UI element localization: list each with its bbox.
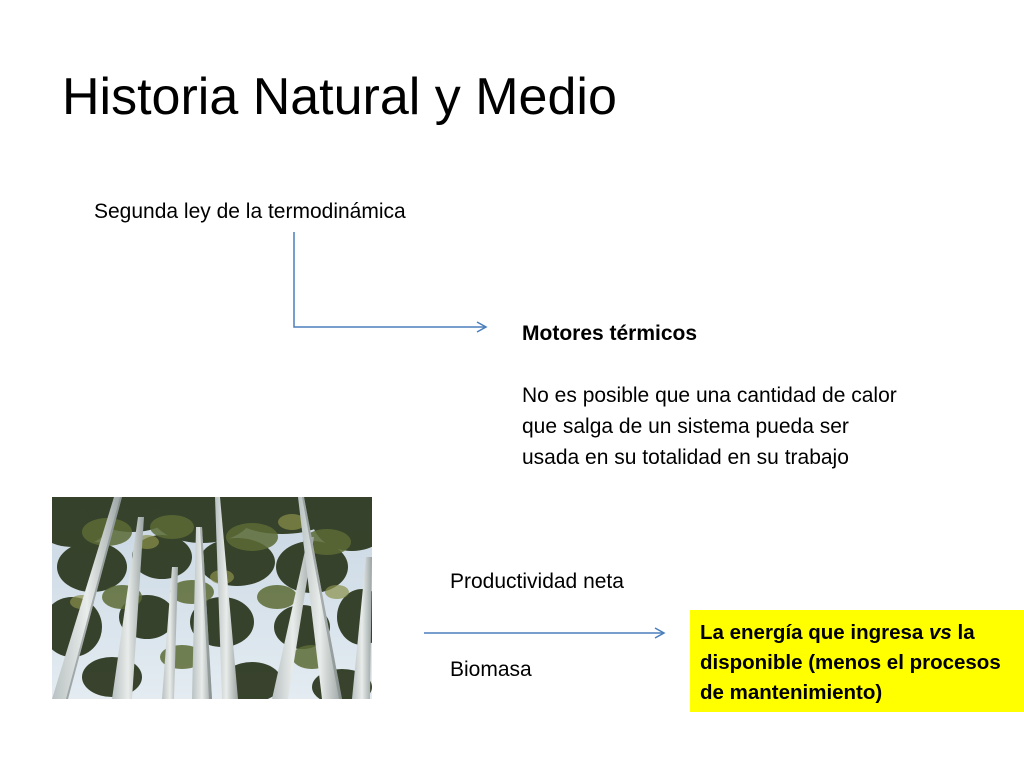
motores-termicos-block	[522, 318, 902, 473]
motores-heading: Motores térmicos	[522, 322, 698, 345]
eucalyptus-forest-photo	[52, 497, 372, 699]
highlight-text-part1: La energía que ingresa	[700, 621, 929, 644]
highlight-text-part2: la disponible (menos el procesos de mantenimiento)	[700, 621, 1001, 704]
productividad-neta-label: Productividad neta	[450, 570, 624, 593]
energy-highlight-box	[690, 610, 1024, 712]
slide-title: Historia Natural y Medio	[62, 68, 617, 126]
elbow-arrow-to-motores	[294, 232, 486, 327]
motores-body: No es posible que una cantidad de calor que salga de un sistema pueda ser usada en su totalidad en su trabajo	[522, 384, 897, 469]
biomasa-label: Biomasa	[450, 658, 532, 681]
highlight-text-vs: vs	[929, 621, 952, 644]
subtitle-segunda-ley: Segunda ley de la termodinámica	[94, 200, 406, 223]
